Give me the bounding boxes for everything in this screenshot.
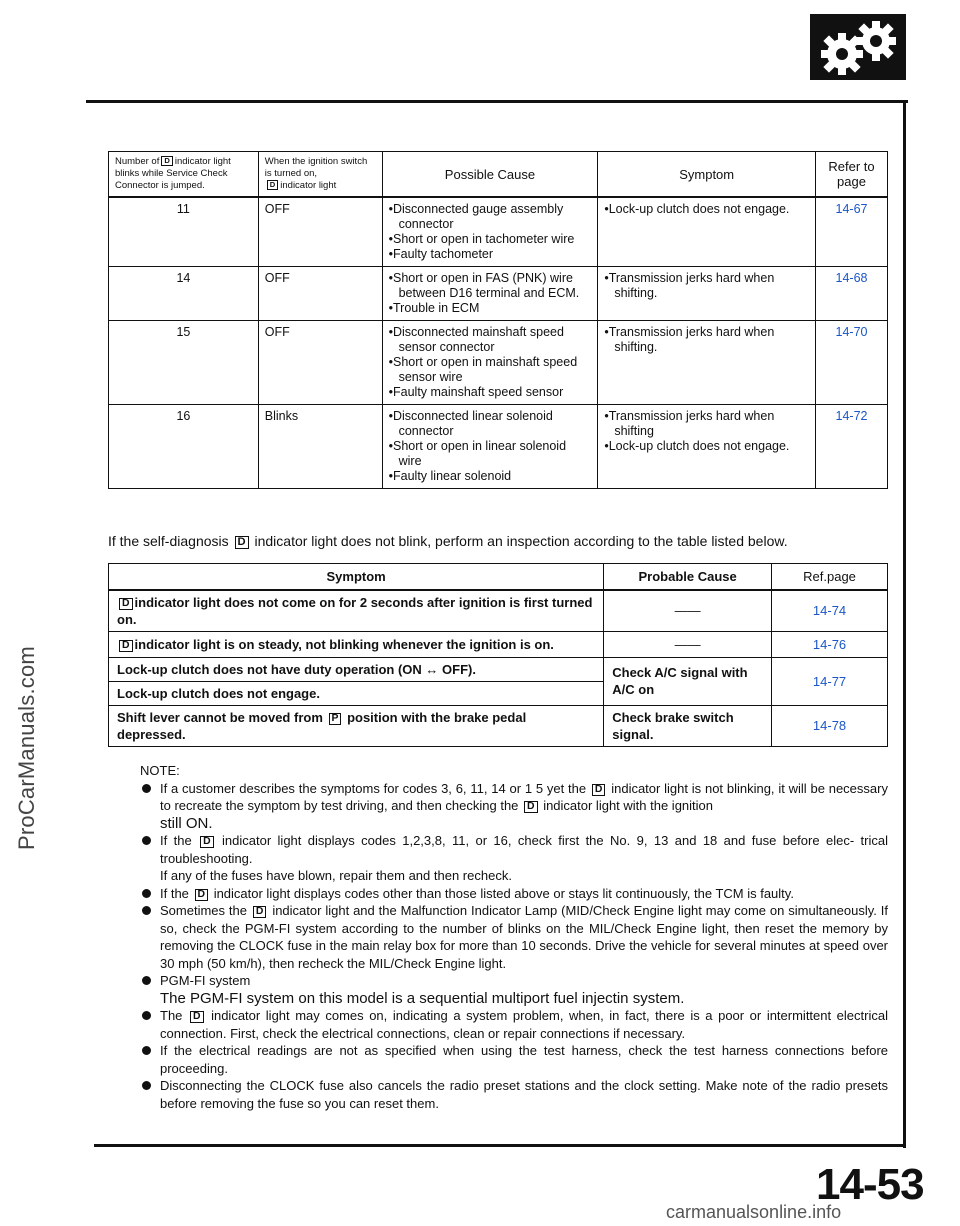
header-ignition: When the ignition switch is turned on, D indicator light: [258, 152, 382, 198]
ref-link[interactable]: 14-77: [772, 657, 888, 705]
note-item: If the D indicator light displays codes other than those listed above or stays lit continuously, the TCM is faulty.: [140, 885, 888, 903]
note-item: If a customer describes the symptoms for codes 3, 6, 11, 14 or 1 5 yet the D indicator light is not blinking, it will be necessary to recreate the symptom by test driving, and then checking the D indicator light with the ignition still ON.: [140, 780, 888, 833]
notes: [140, 762, 888, 1112]
note-item: The D indicator light may comes on, indicating a system problem, when, in fact, there is a poor or intermittent electrical connection. First, check the electrical connections, clean or repair connections if necessary.: [140, 1007, 888, 1042]
footer-watermark: carmanualsonline.info: [666, 1202, 842, 1222]
code-table: [108, 151, 888, 489]
ref-link[interactable]: 14-70: [816, 321, 888, 405]
frame-bottom-rule: [94, 1144, 906, 1147]
note-item: Sometimes the D indicator light and the Malfunction Indicator Lamp (MID/Check Engine light may come on simultaneously. If so, check the PGM-FI system according to the number of blinks on the MIL/Check Engine light, then reset the memory by removing the CLOCK fuse in the main relay box for more than 10 seconds. Drive the vehicle for several minutes at speed over 30 mph (50 km/h), then recheck the MIL/Check Engine light.: [140, 902, 888, 972]
header-symptom: Symptom: [109, 564, 604, 590]
frame-top-rule: [86, 100, 908, 103]
ref-link[interactable]: 14-68: [816, 267, 888, 321]
symptom-table: [108, 563, 888, 747]
ref-link[interactable]: 14-72: [816, 405, 888, 489]
ref-link[interactable]: 14-78: [772, 705, 888, 746]
header-cause: Possible Cause: [382, 152, 598, 198]
table-row: D indicator light is on steady, not blinking whenever the ignition is on. —— 14-76: [109, 631, 888, 657]
table-row: 11 OFF • Disconnected gauge assembly connector • Short or open in tachometer wire • Faulty tachometer • Lock-up clutch does not engage. 14-67: [109, 197, 888, 267]
header-symptom: Symptom: [598, 152, 816, 198]
ref-link[interactable]: 14-74: [772, 590, 888, 632]
header-ref-page: Ref.page: [772, 564, 888, 590]
notes-title: NOTE:: [140, 763, 180, 778]
note-item: Disconnecting the CLOCK fuse also cancels the radio preset stations and the clock setting. Make note of the radio presets before removing the fuse so you can reset them.: [140, 1077, 888, 1112]
page-number: 14-53: [816, 1160, 924, 1209]
frame-right-rule: [903, 100, 906, 1148]
ref-link[interactable]: 14-76: [772, 631, 888, 657]
table-row: Lock-up clutch does not engage.: [109, 681, 888, 705]
ref-link[interactable]: 14-67: [816, 197, 888, 267]
intro-text: If the self-diagnosis D indicator light does not blink, perform an inspection according to the table listed below.: [108, 533, 788, 549]
header-ref: Refer to page: [816, 152, 888, 198]
gear-icon: [810, 14, 906, 80]
note-item: PGM-FI system: [140, 972, 888, 990]
note-item: If the D indicator light displays codes 1,2,3,8, 11, or 16, check first the No. 9, 13 and 18 and fuse before elec- trical troubleshooting.: [140, 832, 888, 867]
header-probable-cause: Probable Cause: [604, 564, 772, 590]
table-row: 16 Blinks • Disconnected linear solenoid connector • Short or open in linear solenoid wire • Faulty linear solenoid • Transmission jerks hard when shifting • Lock-up clutch does not engage. 14-72: [109, 405, 888, 489]
side-watermark: ProCarManuals.com: [14, 646, 39, 850]
table-row: Lock-up clutch does not have duty operation (ON ↔ OFF). Check A/C signal with A/C on 14-77: [109, 657, 888, 681]
note-item: If the electrical readings are not as specified when using the test harness, check the test harness connections before proceeding.: [140, 1042, 888, 1077]
note-continuation: If any of the fuses have blown, repair them and then recheck.: [160, 868, 512, 883]
header-number: Number of D indicator light blinks while Service Check Connector is jumped.: [109, 152, 259, 198]
table-row: 14 OFF • Short or open in FAS (PNK) wire between D16 terminal and ECM. • Trouble in ECM • Transmission jerks hard when shifting. 14-68: [109, 267, 888, 321]
table-row: D indicator light does not come on for 2 seconds after ignition is first turned on. —— 14-74: [109, 590, 888, 632]
table-row: Shift lever cannot be moved from P position with the brake pedal depressed. Check brake switch signal. 14-78: [109, 705, 888, 746]
note-continuation: The PGM-FI system on this model is a sequential multiport fuel injectin system.: [160, 989, 685, 1007]
table-row: 15 OFF • Disconnected mainshaft speed sensor connector • Short or open in mainshaft speed sensor wire • Faulty mainshaft speed sensor • Transmission jerks hard when shifting. 14-70: [109, 321, 888, 405]
